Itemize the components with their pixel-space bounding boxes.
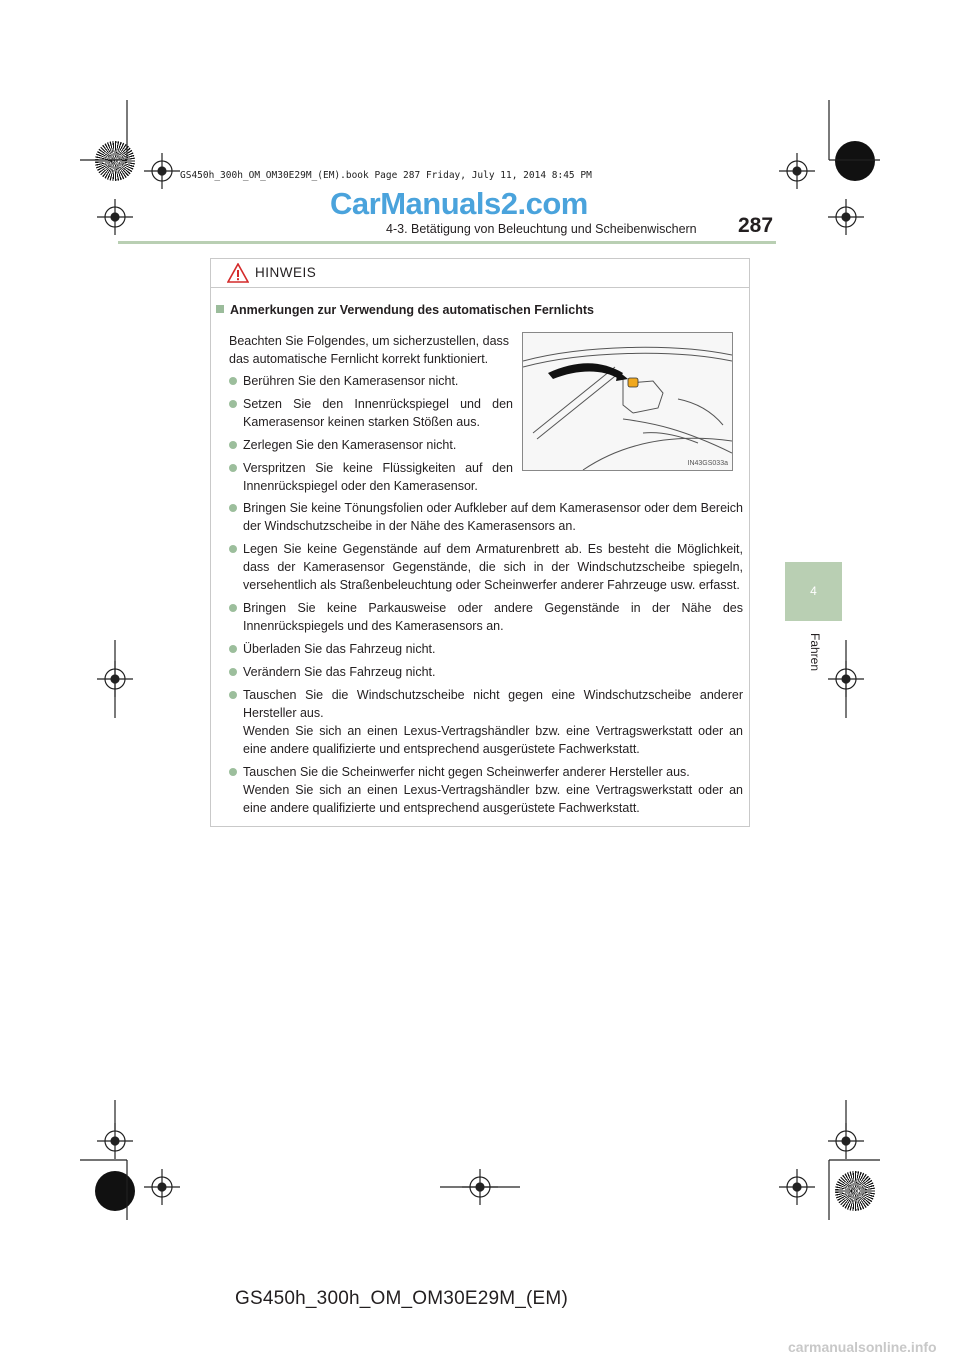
list-item-text: Tauschen Sie die Windschutzscheibe nicht gegen eine Windschutzscheibe anderer Hersteller aus. — [243, 688, 743, 720]
list-item — [229, 763, 743, 817]
notice-intro: Beachten Sie Folgendes, um sicherzustellen, dass das automatische Fernlicht korrekt funktioniert. — [229, 334, 510, 366]
chapter-tab — [785, 562, 842, 621]
figure-code: IN43GS033a — [687, 460, 728, 467]
watermark-top[interactable]: CarManuals2.com — [330, 186, 588, 221]
list-item-followup: Wenden Sie sich an einen Lexus-Vertragshändler bzw. eine Vertragswerkstatt oder an eine andere qualifizierte und entsprechend ausgerüstete Fachwerkstatt. — [243, 783, 743, 815]
list-item: Bringen Sie keine Tönungsfolien oder Aufkleber auf dem Kamerasensor oder dem Bereich der Windschutzscheibe in der Nähe des Kamerasensors an. — [229, 499, 743, 535]
chapter-number: 4 — [810, 584, 817, 598]
notice-box — [210, 258, 750, 827]
chapter-label: Fahren — [808, 632, 822, 672]
list-item: Überladen Sie das Fahrzeug nicht. — [229, 640, 743, 658]
list-item — [229, 686, 743, 758]
list-item: Bringen Sie keine Parkausweise oder andere Gegenstände in der Nähe des Innenrückspiegels und des Kamerasensors an. — [229, 599, 743, 635]
notice-header — [211, 259, 749, 288]
list-item: Verändern Sie das Fahrzeug nicht. — [229, 663, 743, 681]
header-divider — [118, 241, 776, 244]
warning-triangle-icon — [227, 263, 249, 283]
list-item: Zerlegen Sie den Kamerasensor nicht. — [229, 436, 513, 454]
list-item-text: Tauschen Sie die Scheinwerfer nicht gegen Scheinwerfer anderer Hersteller aus. — [243, 765, 690, 779]
print-info: GS450h_300h_OM_OM30E29M_(EM).book Page 287 Friday, July 11, 2014 8:45 PM — [180, 170, 592, 181]
list-item: Verspritzen Sie keine Flüssigkeiten auf den Innenrückspiegel oder den Kamerasensor. — [229, 459, 513, 495]
page-number: 287 — [738, 214, 774, 237]
list-item: Setzen Sie den Innenrückspiegel und den Kamerasensor keinen starken Stößen aus. — [229, 395, 513, 431]
square-bullet-icon — [216, 305, 224, 313]
notice-subheading — [216, 303, 594, 317]
list-item: Berühren Sie den Kamerasensor nicht. — [229, 372, 513, 390]
manual-code: GS450h_300h_OM_OM30E29M_(EM) — [235, 1288, 568, 1309]
notice-subheading-text: Anmerkungen zur Verwendung des automatischen Fernlichts — [230, 303, 594, 317]
list-item: Legen Sie keine Gegenstände auf dem Armaturenbrett ab. Es besteht die Möglichkeit, dass der Kamerasensor Gegenstände, die sich in der Windschutzscheibe spiegeln, versehentlich als Straßenbeleuchtung oder Scheinwerfer anderer Fahrzeuge usw. erfasst. — [229, 540, 743, 594]
interior-mirror-drawing — [523, 333, 732, 470]
full-bullet-list — [229, 494, 743, 817]
camera-sensor-illustration — [522, 332, 733, 471]
left-bullet-list — [229, 367, 513, 495]
list-item-followup: Wenden Sie sich an einen Lexus-Vertragshändler bzw. eine Vertragswerkstatt oder an eine andere qualifizierte und entsprechend ausgerüstete Fachwerkstatt. — [243, 724, 743, 756]
notice-label: HINWEIS — [255, 265, 317, 280]
section-title: 4-3. Betätigung von Beleuchtung und Scheibenwischern — [386, 222, 697, 236]
watermark-bottom[interactable]: carmanualsonline.info — [788, 1339, 937, 1355]
